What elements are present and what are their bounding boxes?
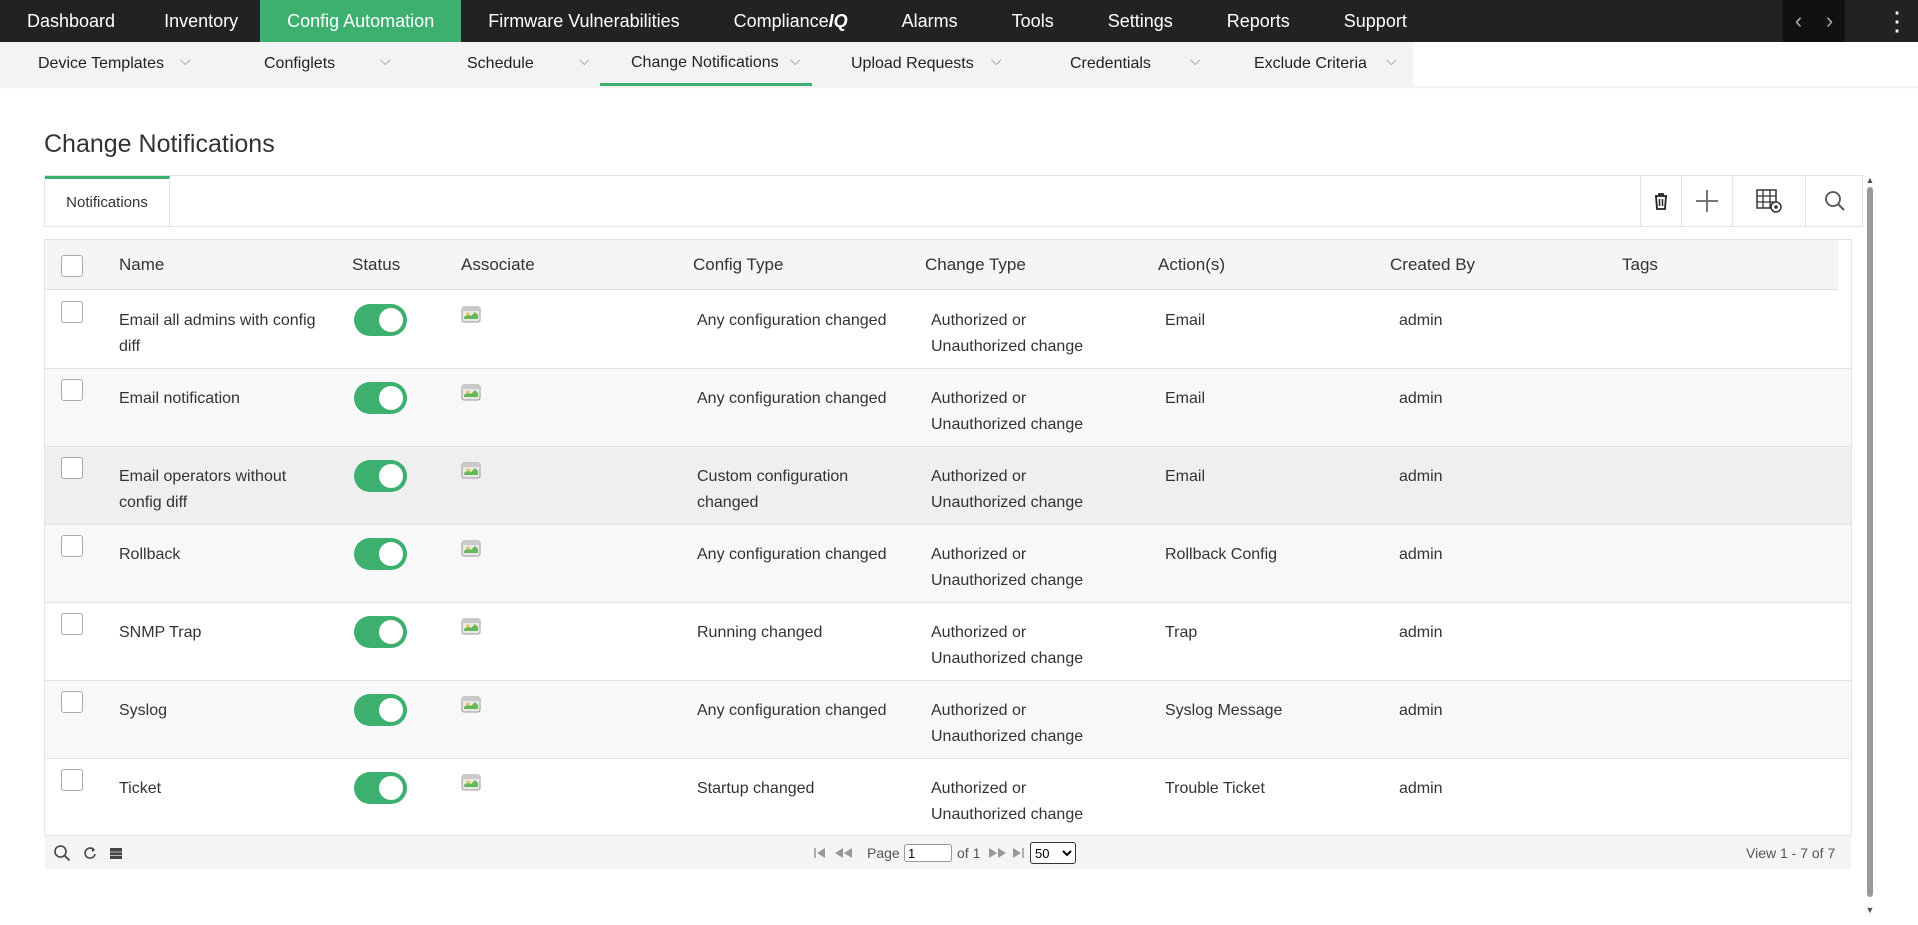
tab-reports[interactable]	[1200, 0, 1317, 42]
table-header	[45, 240, 1838, 290]
subnav-label: Device Templates	[38, 55, 164, 72]
subnav-label: Schedule	[467, 55, 534, 72]
tab-inventory[interactable]	[142, 0, 260, 42]
page-title: Change Notifications	[44, 130, 275, 158]
page-number-input[interactable]	[904, 844, 952, 862]
status-toggle[interactable]	[354, 772, 407, 804]
header-created-by[interactable]: Created By	[1390, 255, 1476, 274]
subnav-exclude-criteria[interactable]	[1254, 42, 1412, 86]
change-type: Authorized or Unauthorized change	[931, 546, 1084, 589]
search-icon	[53, 844, 71, 862]
page-label: Page	[867, 845, 900, 861]
toggle-knob	[379, 386, 403, 410]
table-row[interactable]	[45, 447, 1851, 525]
column-settings-button[interactable]	[1732, 176, 1805, 226]
change-type: Authorized or Unauthorized change	[931, 390, 1084, 433]
config-type: Any configuration changed	[697, 312, 887, 329]
config-type: Any configuration changed	[697, 546, 887, 563]
select-all-checkbox[interactable]	[61, 255, 83, 277]
scroll-down-arrow[interactable]: ▼	[1865, 905, 1875, 915]
tab-scroll-arrows	[1783, 0, 1845, 42]
tab-label: Tools	[1011, 10, 1054, 31]
page-count-label: of 1	[957, 845, 981, 861]
row-checkbox[interactable]	[61, 613, 83, 635]
tab-notifications[interactable]	[45, 176, 170, 226]
created-by: admin	[1399, 468, 1443, 485]
row-checkbox[interactable]	[61, 379, 83, 401]
header-config-type[interactable]: Config Type	[693, 255, 784, 274]
header-associate[interactable]: Associate	[461, 255, 535, 274]
created-by: admin	[1399, 780, 1443, 797]
status-toggle[interactable]	[354, 304, 407, 336]
chevron-left-icon[interactable]: ‹	[1794, 8, 1803, 33]
change-type: Authorized or Unauthorized change	[931, 468, 1084, 511]
toggle-knob	[379, 620, 403, 644]
subnav-label: Configlets	[264, 55, 336, 72]
subnav-label: Credentials	[1070, 55, 1151, 72]
subnav-label: Exclude Criteria	[1254, 55, 1367, 72]
tab-label: Settings	[1107, 10, 1173, 31]
change-type: Authorized or Unauthorized change	[931, 312, 1084, 355]
search-button[interactable]	[1805, 176, 1863, 226]
header-status[interactable]: Status	[352, 255, 401, 274]
next-page-icon[interactable]	[988, 836, 1008, 870]
notification-name: Email operators without config diff	[119, 468, 287, 511]
associate-devices-icon[interactable]	[461, 539, 481, 559]
view-range-text: View 1 - 7 of 7	[1746, 845, 1836, 861]
page-size-select[interactable]	[1030, 842, 1076, 864]
subnav-schedule[interactable]	[467, 42, 597, 86]
row-checkbox[interactable]	[61, 535, 83, 557]
footer-search-button[interactable]	[49, 836, 75, 870]
action-type: Rollback Config	[1165, 546, 1278, 563]
config-type: Running changed	[697, 624, 823, 641]
change-type: Authorized or Unauthorized change	[931, 780, 1084, 823]
export-button[interactable]	[105, 836, 127, 870]
action-type: Syslog Message	[1165, 702, 1283, 719]
tab-firmware-vulnerabilities[interactable]	[461, 0, 706, 42]
table-row[interactable]	[45, 291, 1851, 369]
status-toggle[interactable]	[354, 694, 407, 726]
table-row[interactable]	[45, 369, 1851, 447]
notification-name: Syslog	[119, 702, 168, 719]
chevron-down-icon: ⌵	[380, 52, 391, 68]
toggle-knob	[379, 542, 403, 566]
trash-icon	[1653, 192, 1669, 210]
subnav-change-notifications[interactable]	[600, 42, 812, 86]
tab-label: Config Automation	[287, 10, 435, 31]
last-page-icon[interactable]	[1011, 836, 1025, 870]
action-type: Trouble Ticket	[1165, 780, 1265, 797]
chevron-right-icon[interactable]: ›	[1825, 8, 1834, 33]
chevron-down-icon: ⌵	[180, 52, 191, 68]
refresh-icon	[83, 846, 97, 860]
table-row[interactable]	[45, 525, 1851, 603]
toggle-knob	[379, 308, 403, 332]
tab-label: Support	[1343, 10, 1407, 31]
tab-label: Inventory	[164, 10, 239, 31]
change-type: Authorized or Unauthorized change	[931, 624, 1084, 667]
subnav-divider	[0, 86, 1918, 89]
action-type: Email	[1165, 390, 1206, 407]
tab-label-suffix: IQ	[828, 10, 848, 31]
tab-settings[interactable]	[1081, 0, 1200, 42]
table-row[interactable]	[45, 759, 1851, 837]
tab-compliance-iq[interactable]	[707, 0, 875, 42]
tab-label: Firmware Vulnerabilities	[488, 10, 680, 31]
tab-config-automation[interactable]	[260, 0, 461, 42]
scrollbar-thumb[interactable]	[1867, 187, 1873, 897]
associate-devices-icon[interactable]	[461, 305, 481, 325]
action-type: Email	[1165, 312, 1206, 329]
row-checkbox[interactable]	[61, 769, 83, 791]
refresh-button[interactable]	[79, 836, 101, 870]
header-change-type[interactable]: Change Type	[925, 255, 1026, 274]
header-name[interactable]: Name	[119, 255, 165, 274]
change-type: Authorized or Unauthorized change	[931, 702, 1084, 745]
tab-label: Alarms	[901, 10, 958, 31]
associate-devices-icon[interactable]	[461, 617, 481, 637]
created-by: admin	[1399, 390, 1443, 407]
top-navigation	[0, 0, 1918, 42]
associate-devices-icon[interactable]	[461, 461, 481, 481]
notifications-toolbar	[44, 175, 1863, 227]
subnav-label: Upload Requests	[851, 55, 974, 72]
notification-name: Email notification	[119, 390, 240, 407]
subnav-device-templates[interactable]	[38, 42, 198, 86]
tab-label: Reports	[1226, 10, 1290, 31]
tab-label: Dashboard	[27, 10, 116, 31]
subnav-credentials[interactable]	[1070, 42, 1210, 86]
chevron-down-icon: ⌵	[1386, 52, 1397, 68]
header-actions[interactable]: Action(s)	[1158, 255, 1226, 274]
notification-name: SNMP Trap	[119, 624, 202, 641]
status-toggle[interactable]	[354, 616, 407, 648]
status-toggle[interactable]	[354, 460, 407, 492]
notification-name: Rollback	[119, 546, 181, 563]
header-tags[interactable]: Tags	[1622, 255, 1658, 274]
config-type: Startup changed	[697, 780, 815, 797]
first-page-icon[interactable]	[813, 836, 827, 870]
action-type: Trap	[1165, 624, 1198, 641]
chevron-down-icon: ⌵	[1190, 52, 1201, 68]
notifications-table	[44, 239, 1852, 861]
more-options-icon[interactable]	[1884, 5, 1910, 37]
sub-navigation	[0, 42, 1413, 86]
config-type: Custom configuration changed	[697, 468, 849, 511]
subnav-label: Change Notifications	[631, 53, 779, 71]
notification-name: Ticket	[119, 780, 162, 797]
toggle-knob	[379, 698, 403, 722]
subnav-upload-requests[interactable]	[851, 42, 1011, 86]
tab-tools[interactable]	[985, 0, 1081, 42]
scroll-up-arrow[interactable]: ▲	[1865, 175, 1875, 185]
tab-alarms[interactable]	[875, 0, 985, 42]
created-by: admin	[1399, 312, 1443, 329]
tab-notifications-label: Notifications	[66, 194, 148, 211]
search-icon	[1824, 190, 1846, 212]
page-size-field[interactable]	[1030, 836, 1076, 870]
associate-devices-icon[interactable]	[461, 695, 481, 715]
row-checkbox[interactable]	[61, 691, 83, 713]
add-button[interactable]	[1681, 176, 1732, 226]
chevron-down-icon: ⌵	[790, 52, 801, 68]
tab-label: Compliance	[733, 10, 829, 31]
associate-devices-icon[interactable]	[461, 773, 481, 793]
toggle-knob	[379, 464, 403, 488]
page-number-field[interactable]	[904, 836, 952, 870]
plus-icon	[1694, 188, 1720, 214]
table-settings-icon	[1756, 189, 1782, 213]
toggle-knob	[379, 776, 403, 800]
created-by: admin	[1399, 546, 1443, 563]
action-type: Email	[1165, 468, 1206, 485]
chevron-down-icon: ⌵	[991, 52, 1002, 68]
config-type: Any configuration changed	[697, 702, 887, 719]
associate-devices-icon[interactable]	[461, 383, 481, 403]
row-checkbox[interactable]	[61, 301, 83, 323]
config-type: Any configuration changed	[697, 390, 887, 407]
table-footer	[45, 835, 1851, 869]
status-toggle[interactable]	[354, 382, 407, 414]
row-checkbox[interactable]	[61, 457, 83, 479]
grid-icon	[110, 848, 122, 859]
previous-page-icon[interactable]	[834, 836, 854, 870]
more-options-glyph: ⋮	[1884, 6, 1910, 36]
created-by: admin	[1399, 624, 1443, 641]
table-row[interactable]	[45, 681, 1851, 759]
subnav-configlets[interactable]	[264, 42, 394, 86]
tab-support[interactable]	[1317, 0, 1434, 42]
notification-name: Email all admins with config diff	[119, 312, 316, 355]
created-by: admin	[1399, 702, 1443, 719]
delete-button[interactable]	[1640, 176, 1681, 226]
status-toggle[interactable]	[354, 538, 407, 570]
tab-dashboard[interactable]	[0, 0, 142, 42]
vertical-scrollbar[interactable]	[1864, 175, 1876, 915]
chevron-down-icon: ⌵	[579, 52, 590, 68]
table-row[interactable]	[45, 603, 1851, 681]
